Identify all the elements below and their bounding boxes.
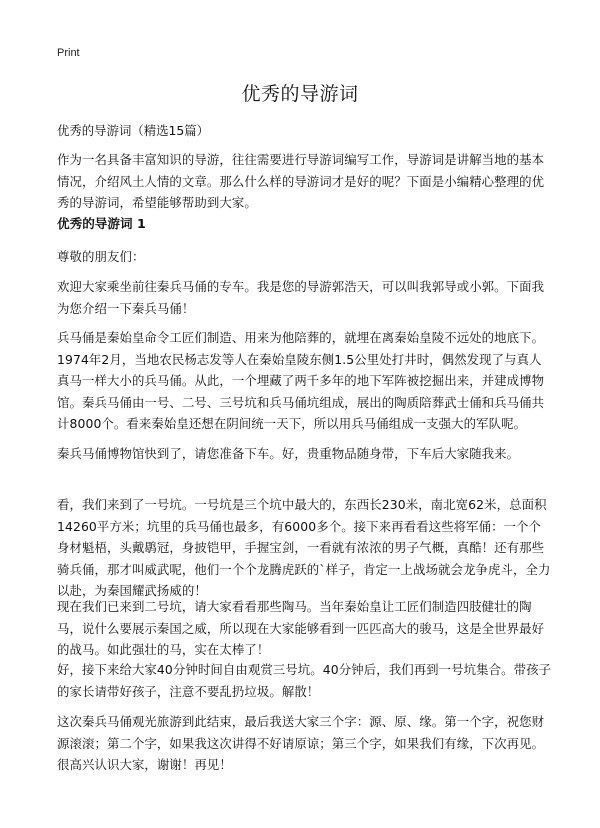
paragraph-pit-three: 好，接下来给大家40分钟时间自由观赏三号坑。40分钟后，我们再到一号坑集合。带孩子的家长请带好孩子，注意不要乱扔垃圾。解散！ — [57, 662, 552, 699]
paragraph-arrival: 秦兵马俑博物馆快到了，请您准备下车。好，贵重物品随身带，下车后大家随我来。 — [57, 446, 520, 461]
page-title: 优秀的导游词 — [241, 83, 359, 105]
document-subtitle: 优秀的导游词（精选15篇） — [57, 123, 210, 138]
intro-paragraph: 作为一名具备丰富知识的导游，往往需要进行导游词编写工作，导游词是讲解当地的基本情况，介绍风土人情的文章。那么什么样的导游词才是好的呢？下面是小编精心整理的优秀的导游词，希望能够帮助到大家。 — [57, 152, 545, 210]
paragraph-pit-two: 现在我们已来到二号坑，请大家看看那些陶马。当年秦始皇让工匠们制造四肢健壮的陶马，说什么要展示秦国之威，所以现在大家能够看到一匹匹高大的骏马，这是全世界最好的战马。如此强壮的马，实在太棒了！ — [57, 599, 545, 657]
paragraph-greeting: 尊敬的朋友们： — [57, 249, 145, 264]
section-heading: 优秀的导游词 1 — [57, 216, 146, 231]
print-link[interactable]: Print — [57, 47, 80, 59]
paragraph-pit-one: 看，我们来到了一号坑。一号坑是三个坑中最大的，东西长230米，南北宽62米，总面积14260平方米；坑里的兵马俑也最多，有6000多个。接下来再看看这些将军俑：一个个身材魁梧，头戴鹖冠，身披铠甲，手握宝剑，一看就有浓浓的男子气概，真酷！还有那些骑兵俑，那才叫威武呢，他们一个个龙腾虎跃的`样子，肯定一上战场就会龙争虎斗，全力以赴，为秦国耀武扬威的！ — [57, 497, 551, 598]
paragraph-history: 兵马俑是秦始皇命令工匠们制造、用来为他陪葬的，就埋在离秦始皇陵不远处的地底下。1974年2月，当地农民杨志发等人在秦始皇陵东侧1.5公里处打井时，偶然发现了与真人真马一样大小的兵马俑。从此，一个埋藏了两千多年的地下军阵被挖掘出来，并建成博物馆。秦兵马俑由一号、二号、三号坑和兵马俑坑组成，展出的陶质陪葬武士俑和兵马俑共计8000个。看来秦始皇还想在阴间统一天下，所以用兵马俑组成一支强大的军队呢。 — [57, 330, 545, 431]
paragraph-farewell: 这次秦兵马俑观光旅游到此结束，最后我送大家三个字：源、原、缘。第一个字，祝您财源滚滚；第二个字，如果我这次讲得不好请原谅；第三个字，如果我们有缘，下次再见。很高兴认识大家，谢谢！再见！ — [57, 714, 545, 772]
paragraph-welcome: 欢迎大家乘坐前往秦兵马俑的专车。我是您的导游郭浩天，可以叫我郭导或小郭。下面我为您介绍一下秦兵马俑！ — [57, 279, 545, 316]
